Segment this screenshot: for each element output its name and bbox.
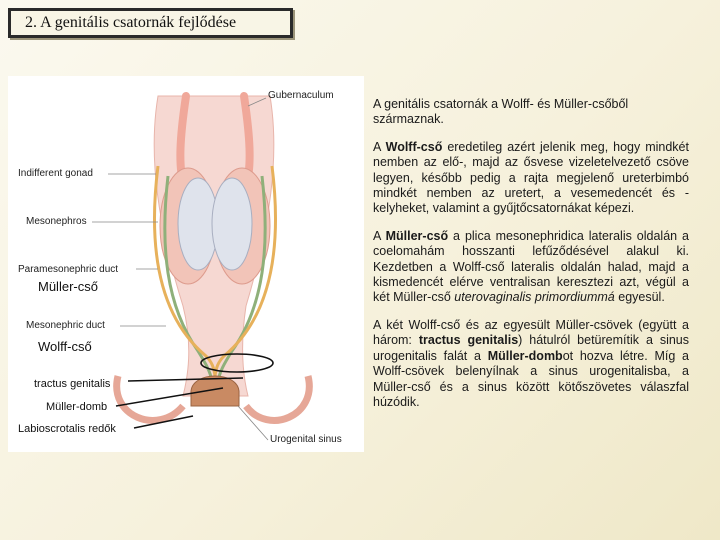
p3-end: egyesül. (614, 290, 665, 305)
label-wolff-cso: Wolff-cső (38, 339, 92, 354)
label-tractus-genitalis: tractus genitalis (34, 378, 111, 390)
label-indifferent-gonad: Indifferent gonad (18, 168, 93, 179)
right-gonad (212, 178, 252, 270)
p4-c: ot hozva létre. Míg a Wolff-csövek belenyílnak a sinus urogenitalisba, a Müller-cső és a sinus között kötőszövetes válaszfal húzódik. (373, 348, 689, 409)
p4-bold2: Müller-domb (487, 348, 563, 363)
p4-a: A két Wolff-cső és az egyesült Müller-csövek (együtt a három: (373, 317, 689, 348)
urogenital-sinus-shape (191, 376, 239, 406)
label-mesonephric-duct: Mesonephric duct (26, 320, 105, 331)
p2-rest: eredetileg azért jelenik meg, hogy mindkét nemben az elő-, majd az ősvese vizeletelvezető csöve legyen, később pedig a rajta megjelenő ureterbimbó mindkét nemben az uretert, a vesemedencét és -kelyheket, valamint a gyűjtőcsatornákat képezi. (373, 139, 689, 216)
page-title: 2. A genitális csatornák fejlődése (25, 14, 237, 31)
label-labioscrotalis: Labioscrotalis redők (18, 423, 116, 435)
label-muller-cso: Müller-cső (38, 279, 98, 294)
p1-text: A genitális csatornák a Wolff- és Müller-csőből származnak. (373, 97, 629, 127)
p2-intro: A (373, 139, 386, 154)
label-muller-domb: Müller-domb (46, 401, 108, 413)
p3-intro: A (373, 228, 386, 243)
paragraph-3 (373, 229, 689, 306)
p4-bold1: tractus genitalis (418, 333, 519, 348)
p3-bold: Müller-cső (385, 228, 449, 243)
duct-diagram (8, 76, 364, 452)
p2-bold: Wolff-cső (385, 139, 443, 154)
explanation-text (373, 97, 689, 422)
label-paramesonephric-duct: Paramesonephric duct (18, 264, 119, 275)
label-gubernaculum: Gubernaculum (268, 90, 334, 101)
p3-italic: uterovaginalis primordiummá (454, 290, 615, 305)
p3-mid: a plica mesonephridica lateralis oldalán a coelomahám hosszanti lefűződésével alakul ki. Kezdetben a Wolff-cső lateralis oldalán halad, majd a kismedencét elérve ventralisan keresztezi azt, végül a két Müller-cső (373, 228, 689, 305)
paragraph-1 (373, 97, 689, 128)
label-mesonephros: Mesonephros (26, 216, 87, 227)
label-urogenital-sinus: Urogenital sinus (270, 434, 342, 445)
paragraph-4 (373, 318, 689, 410)
paragraph-2 (373, 140, 689, 217)
title-box (8, 8, 293, 38)
p4-b: ) hátulról betüremítik a sinus urogenitalis falát a (373, 333, 689, 363)
